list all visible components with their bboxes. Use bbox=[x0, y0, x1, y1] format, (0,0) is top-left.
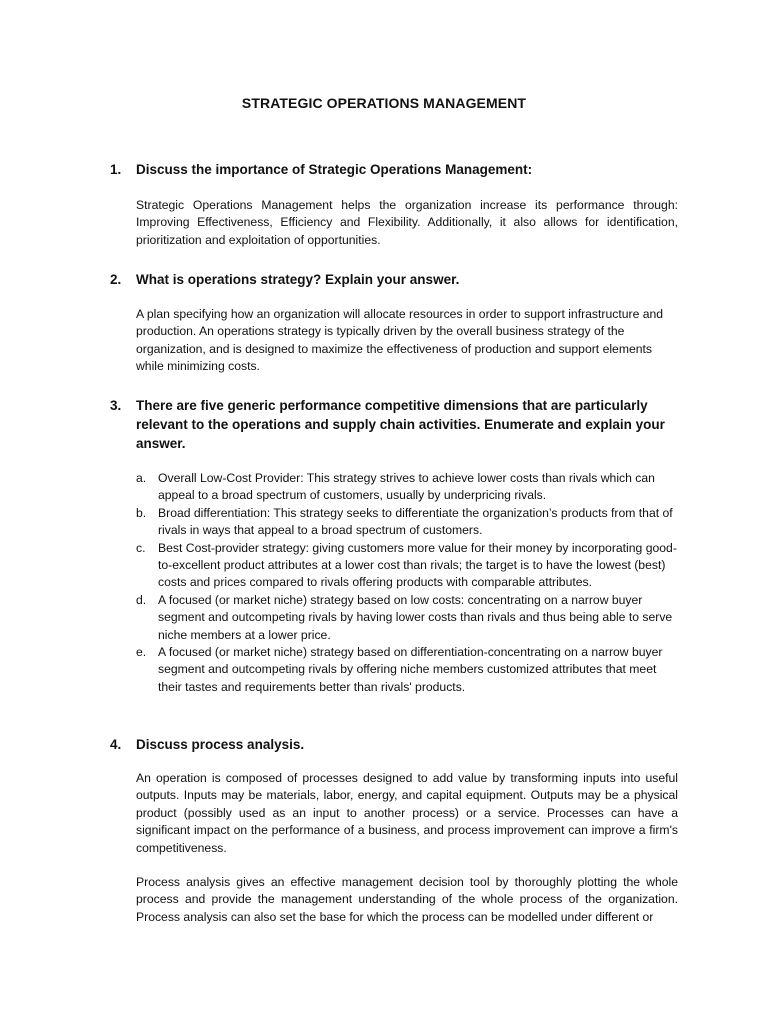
document-title: STRATEGIC OPERATIONS MANAGEMENT bbox=[241, 95, 527, 111]
question-text: What is operations strategy? Explain your answer. bbox=[136, 272, 460, 287]
list-letter: b. bbox=[136, 505, 147, 520]
answer-2: A plan specifying how an organization will allocate resources in order to support infrastructure and production. An operations strategy is typically driven by the overall business strategy of the organization, and is designed to maximize the effectiveness of production and support elements while minimizing costs. bbox=[136, 307, 664, 374]
question-number: 1. bbox=[110, 162, 122, 177]
answer-4-paragraph-2: Process analysis gives an effective management decision tool by thoroughly plotting the whole process and provide the management understanding of the whole process of the organization. Process analysis can also set the base for which the process can be modelled under different or bbox=[136, 875, 678, 924]
question-text: Discuss the importance of Strategic Operations Management: bbox=[136, 162, 533, 177]
question-3 bbox=[110, 396, 670, 453]
list-letter: c. bbox=[136, 540, 146, 555]
question-text: There are five generic performance competitive dimensions that are particularly relevant to the operations and supply chain activities. Enumerate and explain your answer. bbox=[136, 398, 665, 451]
question-number: 2. bbox=[110, 272, 122, 287]
list-letter: e. bbox=[136, 645, 147, 660]
list-item-text: A focused (or market niche) strategy based on low costs: concentrating on a narrow buyer segment and outcompeting rivals by having lower costs than rivals and thus being able to serve niche members at a lower price. bbox=[158, 592, 673, 642]
list-item bbox=[136, 505, 678, 540]
question-text: Discuss process analysis. bbox=[136, 737, 305, 752]
list-item-text: A focused (or market niche) strategy based on differentiation-concentrating on a narrow buyer segment and outcompeting rivals by offering niche members customized attributes that meet their tastes and requirements better than rivals' products. bbox=[158, 645, 663, 694]
list-item-text: Broad differentiation: This strategy seeks to differentiate the organization’s products from that of rivals in ways that appeal to a broad spectrum of customers. bbox=[158, 505, 673, 538]
question-4 bbox=[110, 735, 670, 754]
answer-4-paragraph-1: An operation is composed of processes designed to add value by transforming inputs into useful outputs. Inputs may be materials, labor, energy, and capital equipment. Outputs may be a physical product (possibly used as an input to another process) or a service. Processes can have a significant impact on the performance of a business, and process improvement can improve a firm's competitiveness. bbox=[136, 771, 678, 855]
list-letter: a. bbox=[136, 471, 147, 485]
question-number: 4. bbox=[110, 737, 122, 752]
question-1 bbox=[110, 160, 670, 179]
list-item bbox=[136, 592, 678, 644]
list-item bbox=[136, 644, 678, 696]
answer-1: Strategic Operations Management helps the organization increase its performance through: Improving Effectiveness, Efficiency and Flexibility. Additionally, it also allows for identification, prioritization and exploitation of opportunities. bbox=[136, 198, 678, 247]
dimensions-list bbox=[136, 470, 678, 696]
list-letter: d. bbox=[136, 592, 147, 607]
list-item-text: Best Cost-provider strategy: giving customers more value for their money by incorporating good-to-excellent product attributes at a lower cost than rivals; the target is to have the lowest (best) costs and prices compared to rivals offering products with comparable attributes. bbox=[158, 540, 677, 590]
question-2 bbox=[110, 270, 670, 289]
list-item-text: Overall Low-Cost Provider: This strategy strives to achieve lower costs than rivals which can appeal to a broad spectrum of customers, usually by underpricing rivals. bbox=[158, 471, 655, 503]
list-item bbox=[136, 470, 678, 505]
question-number: 3. bbox=[110, 398, 122, 413]
list-item bbox=[136, 540, 678, 592]
